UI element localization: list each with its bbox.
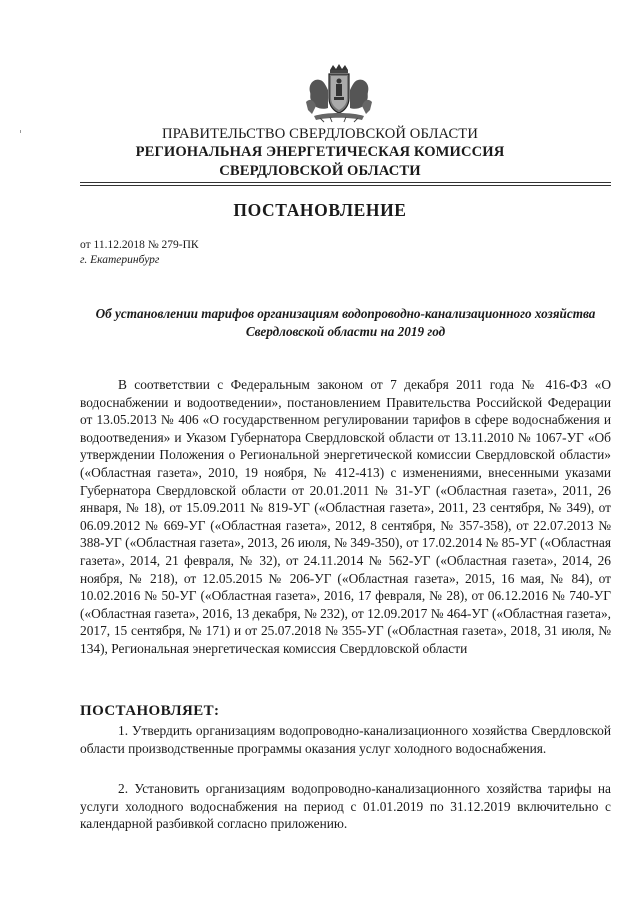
resolution-item-2: 2. Установить организациям водопроводно-канализационного хозяйства тарифы на услуги холодного водоснабжения на период с 01.01.2019 по 31.12.2019 включительно с календарной разбивкой согласно приложению. xyxy=(80,781,611,832)
preamble-paragraph: В соответствии с Федеральным законом от 7 декабря 2011 года № 416-ФЗ «О водоснабжении и водоотведении», постановлением Правительства Российской Федерации от 13.05.2013 № 406 «О государственном регулировании тарифов в сфере водоснабжения и водоотведения» и Указом Губернатора Свердловской области от 13.11.2010 № 1067-УГ «Об утверждении Положения о Региональной энергетической комиссии Свердловской области» («Областная газета», 2010, 19 ноября, № 412-413) с изменениями, внесенными указами Губернатора Свердловской области от 20.01.2011 № 31-УГ («Областная газета», 2011, 26 января, № 18), от 15.09.2011 № 819-УГ («Областная газета», 2011, 23 сентября, № 349), от 06.09.2012 № 669-УГ («Областная газета», 2012, 8 сентября, № 357-358), от 22.07.2013 № 388-УГ («Областная газета», 2013, 26 июля, № 349-350), от 17.02.2014 № 85-УГ («Областная газета», 2014, 21 февраля, № 32), от 24.11.2014 № 562-УГ («Областная газета», 2014, 26 ноября, № 218), от 12.05.2015 № 206-УГ («Областная газета», 2015, 16 мая, № 84), от 10.02.2016 № 50-УГ («Областная газета», 2016, 17 февраля, № 28), от 06.12.2016 № 740-УГ («Областная газета», 2016, 13 декабря, № 232), от 12.09.2017 № 464-УГ («Областная газета», 2017, 15 сентября, № 171) и от 25.07.2018 № 355-УГ («Областная газета», 2018, 31 июля, № 134), Региональная энергетическая комиссия Свердловской области xyxy=(80,377,611,656)
header-rule-thin xyxy=(80,185,611,186)
government-name: ПРАВИТЕЛЬСТВО СВЕРДЛОВСКОЙ ОБЛАСТИ xyxy=(162,126,478,142)
document-date-number: от 11.12.2018 № 279-ПК xyxy=(80,239,199,251)
document-city: г. Екатеринбург xyxy=(80,254,160,266)
document-type-title: ПОСТАНОВЛЕНИЕ xyxy=(233,200,407,220)
resolve-heading: ПОСТАНОВЛЯЕТ: xyxy=(80,703,220,719)
resolution-item-1: 1. Утвердить организациям водопроводно-канализационного хозяйства Свердловской области производственные программы оказания услуг холодного водоснабжения. xyxy=(80,723,611,756)
document-subject: Об установлении тарифов организациям водопроводно-канализационного хозяйства Свердловской области на 2019 год xyxy=(95,306,596,339)
header-rule xyxy=(80,182,611,183)
commission-name: РЕГИОНАЛЬНАЯ ЭНЕРГЕТИЧЕСКАЯ КОМИССИЯ xyxy=(135,144,505,160)
region-name: СВЕРДЛОВСКОЙ ОБЛАСТИ xyxy=(219,163,421,179)
coat-of-arms-icon xyxy=(300,62,378,124)
